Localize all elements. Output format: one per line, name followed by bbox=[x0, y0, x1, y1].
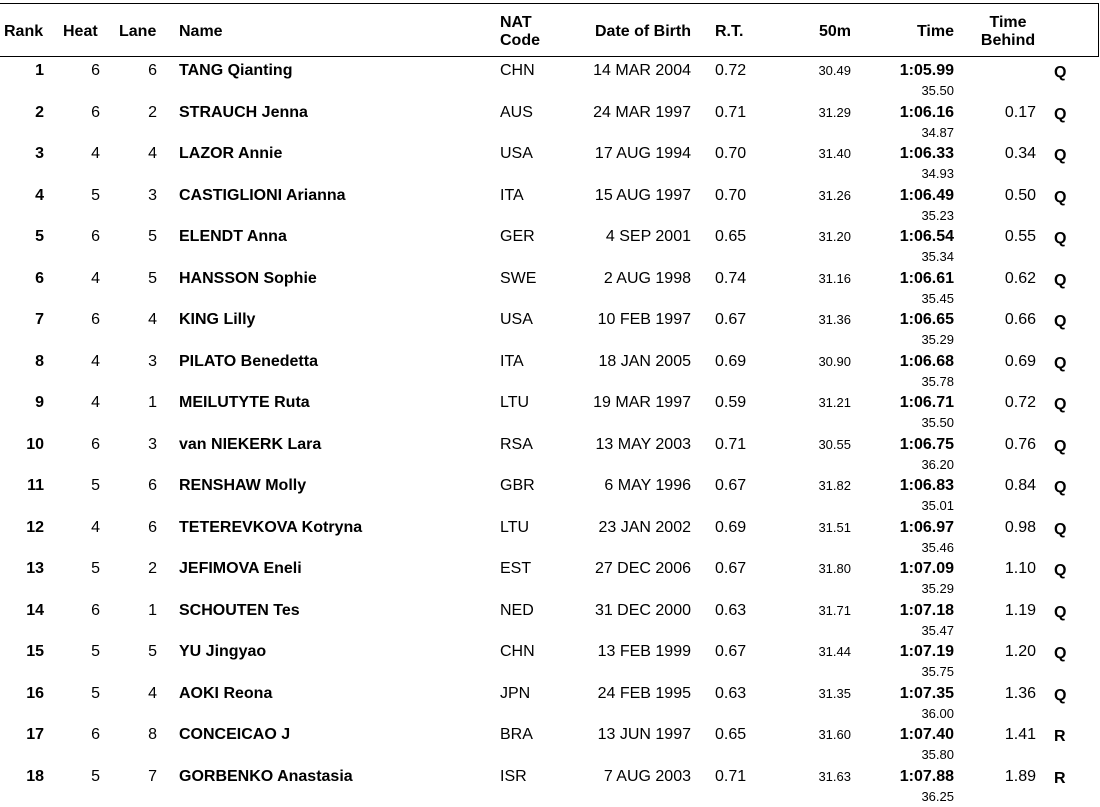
cell-nat-code: CHN bbox=[500, 62, 535, 80]
cell-nat-code: EST bbox=[500, 560, 531, 578]
cell-split-50m: 31.60 bbox=[790, 726, 851, 744]
table-row bbox=[0, 392, 1100, 434]
cell-qualification: Q bbox=[1054, 604, 1066, 622]
cell-nat-code: ISR bbox=[500, 768, 527, 786]
cell-rank: 11 bbox=[4, 477, 44, 495]
table-row bbox=[0, 268, 1100, 310]
cell-rank: 14 bbox=[4, 602, 44, 620]
cell-lane: 6 bbox=[117, 477, 157, 495]
table-row bbox=[0, 185, 1100, 227]
cell-nat-code: BRA bbox=[500, 726, 533, 744]
cell-split-100m: 35.78 bbox=[880, 373, 954, 391]
cell-nat-code: JPN bbox=[500, 685, 530, 703]
cell-name: CASTIGLIONI Arianna bbox=[179, 187, 346, 205]
cell-qualification: Q bbox=[1054, 396, 1066, 414]
cell-heat: 5 bbox=[60, 560, 100, 578]
cell-name: GORBENKO Anastasia bbox=[179, 768, 353, 786]
col-header-time-behind bbox=[980, 14, 1036, 50]
cell-heat: 6 bbox=[60, 104, 100, 122]
cell-split-50m: 31.44 bbox=[790, 643, 851, 661]
table-row bbox=[0, 724, 1100, 766]
cell-time-behind: 0.76 bbox=[980, 436, 1036, 454]
cell-reaction-time: 0.65 bbox=[715, 228, 746, 246]
cell-reaction-time: 0.74 bbox=[715, 270, 746, 288]
cell-split-100m: 35.29 bbox=[880, 331, 954, 349]
cell-rank: 13 bbox=[4, 560, 44, 578]
col-header-behind-line1: Time bbox=[980, 14, 1036, 32]
cell-lane: 6 bbox=[117, 519, 157, 537]
cell-nat-code: GER bbox=[500, 228, 535, 246]
cell-qualification: Q bbox=[1054, 438, 1066, 456]
cell-date-of-birth: 24 MAR 1997 bbox=[560, 104, 691, 122]
cell-split-50m: 31.16 bbox=[790, 270, 851, 288]
table-row bbox=[0, 102, 1100, 144]
cell-qualification: Q bbox=[1054, 562, 1066, 580]
cell-rank: 15 bbox=[4, 643, 44, 661]
cell-split-50m: 31.35 bbox=[790, 685, 851, 703]
cell-heat: 5 bbox=[60, 477, 100, 495]
cell-rank: 1 bbox=[4, 62, 44, 80]
cell-rank: 7 bbox=[4, 311, 44, 329]
cell-name: JEFIMOVA Eneli bbox=[179, 560, 302, 578]
cell-lane: 6 bbox=[117, 62, 157, 80]
cell-heat: 4 bbox=[60, 394, 100, 412]
cell-nat-code: ITA bbox=[500, 353, 524, 371]
cell-name: SCHOUTEN Tes bbox=[179, 602, 300, 620]
cell-qualification: Q bbox=[1054, 521, 1066, 539]
col-header-lane: Lane bbox=[119, 23, 156, 41]
cell-lane: 7 bbox=[117, 768, 157, 786]
cell-date-of-birth: 6 MAY 1996 bbox=[560, 477, 691, 495]
cell-lane: 4 bbox=[117, 145, 157, 163]
cell-date-of-birth: 10 FEB 1997 bbox=[560, 311, 691, 329]
cell-name: TETEREVKOVA Kotryna bbox=[179, 519, 362, 537]
cell-date-of-birth: 15 AUG 1997 bbox=[560, 187, 691, 205]
cell-rank: 18 bbox=[4, 768, 44, 786]
cell-reaction-time: 0.65 bbox=[715, 726, 746, 744]
cell-qualification: Q bbox=[1054, 355, 1066, 373]
cell-split-50m: 31.51 bbox=[790, 519, 851, 537]
cell-time: 1:07.18 bbox=[860, 602, 954, 620]
cell-name: RENSHAW Molly bbox=[179, 477, 306, 495]
cell-reaction-time: 0.59 bbox=[715, 394, 746, 412]
cell-lane: 2 bbox=[117, 104, 157, 122]
cell-split-100m: 35.75 bbox=[880, 663, 954, 681]
cell-time-behind: 0.72 bbox=[980, 394, 1036, 412]
cell-date-of-birth: 24 FEB 1995 bbox=[560, 685, 691, 703]
col-header-reaction-time: R.T. bbox=[715, 23, 743, 41]
cell-time: 1:06.75 bbox=[860, 436, 954, 454]
cell-split-50m: 31.29 bbox=[790, 104, 851, 122]
cell-rank: 16 bbox=[4, 685, 44, 703]
cell-date-of-birth: 13 FEB 1999 bbox=[560, 643, 691, 661]
cell-time: 1:07.88 bbox=[860, 768, 954, 786]
cell-reaction-time: 0.70 bbox=[715, 187, 746, 205]
col-header-name: Name bbox=[179, 23, 223, 41]
cell-split-50m: 31.21 bbox=[790, 394, 851, 412]
cell-time-behind: 0.98 bbox=[980, 519, 1036, 537]
cell-split-100m: 34.87 bbox=[880, 124, 954, 142]
cell-split-100m: 35.29 bbox=[880, 580, 954, 598]
cell-time-behind: 1.20 bbox=[980, 643, 1036, 661]
cell-split-50m: 31.26 bbox=[790, 187, 851, 205]
cell-time: 1:07.09 bbox=[860, 560, 954, 578]
cell-split-100m: 35.47 bbox=[880, 622, 954, 640]
cell-split-50m: 31.71 bbox=[790, 602, 851, 620]
cell-split-50m: 31.82 bbox=[790, 477, 851, 495]
cell-split-100m: 36.20 bbox=[880, 456, 954, 474]
cell-lane: 8 bbox=[117, 726, 157, 744]
cell-date-of-birth: 23 JAN 2002 bbox=[560, 519, 691, 537]
cell-lane: 1 bbox=[117, 602, 157, 620]
cell-date-of-birth: 2 AUG 1998 bbox=[560, 270, 691, 288]
cell-heat: 5 bbox=[60, 643, 100, 661]
cell-nat-code: LTU bbox=[500, 519, 529, 537]
cell-rank: 8 bbox=[4, 353, 44, 371]
cell-split-50m: 30.90 bbox=[790, 353, 851, 371]
cell-lane: 5 bbox=[117, 643, 157, 661]
cell-rank: 5 bbox=[4, 228, 44, 246]
col-header-heat: Heat bbox=[63, 23, 98, 41]
cell-split-100m: 35.80 bbox=[880, 746, 954, 764]
table-row bbox=[0, 434, 1100, 476]
cell-rank: 9 bbox=[4, 394, 44, 412]
cell-split-100m: 36.25 bbox=[880, 788, 954, 806]
cell-time-behind: 0.62 bbox=[980, 270, 1036, 288]
cell-time-behind: 0.69 bbox=[980, 353, 1036, 371]
cell-lane: 5 bbox=[117, 270, 157, 288]
cell-heat: 5 bbox=[60, 768, 100, 786]
cell-qualification: Q bbox=[1054, 230, 1066, 248]
col-header-nat-line1: NAT bbox=[500, 14, 540, 32]
cell-rank: 3 bbox=[4, 145, 44, 163]
cell-reaction-time: 0.71 bbox=[715, 768, 746, 786]
cell-split-50m: 31.20 bbox=[790, 228, 851, 246]
cell-heat: 4 bbox=[60, 270, 100, 288]
cell-name: YU Jingyao bbox=[179, 643, 266, 661]
cell-nat-code: AUS bbox=[500, 104, 533, 122]
cell-date-of-birth: 7 AUG 2003 bbox=[560, 768, 691, 786]
cell-rank: 4 bbox=[4, 187, 44, 205]
table-row bbox=[0, 558, 1100, 600]
cell-time: 1:07.35 bbox=[860, 685, 954, 703]
cell-heat: 6 bbox=[60, 726, 100, 744]
col-header-rank: Rank bbox=[4, 23, 43, 41]
cell-qualification: Q bbox=[1054, 147, 1066, 165]
col-header-50m: 50m bbox=[790, 23, 851, 41]
cell-rank: 17 bbox=[4, 726, 44, 744]
cell-name: CONCEICAO J bbox=[179, 726, 290, 744]
cell-nat-code: SWE bbox=[500, 270, 536, 288]
cell-heat: 4 bbox=[60, 145, 100, 163]
cell-time-behind: 1.89 bbox=[980, 768, 1036, 786]
cell-heat: 4 bbox=[60, 353, 100, 371]
cell-reaction-time: 0.67 bbox=[715, 560, 746, 578]
col-header-nat-line2: Code bbox=[500, 32, 540, 50]
col-header-nat-code bbox=[500, 14, 540, 50]
cell-date-of-birth: 18 JAN 2005 bbox=[560, 353, 691, 371]
cell-time: 1:07.19 bbox=[860, 643, 954, 661]
cell-nat-code: CHN bbox=[500, 643, 535, 661]
cell-date-of-birth: 14 MAR 2004 bbox=[560, 62, 691, 80]
cell-time: 1:06.65 bbox=[860, 311, 954, 329]
cell-time-behind: 1.41 bbox=[980, 726, 1036, 744]
cell-date-of-birth: 13 JUN 1997 bbox=[560, 726, 691, 744]
table-row bbox=[0, 517, 1100, 559]
cell-heat: 6 bbox=[60, 436, 100, 454]
cell-split-50m: 30.49 bbox=[790, 62, 851, 80]
cell-lane: 1 bbox=[117, 394, 157, 412]
results-table-header bbox=[0, 3, 1099, 57]
cell-qualification: R bbox=[1054, 770, 1066, 788]
cell-time-behind: 0.66 bbox=[980, 311, 1036, 329]
cell-reaction-time: 0.63 bbox=[715, 685, 746, 703]
cell-reaction-time: 0.67 bbox=[715, 477, 746, 495]
cell-name: AOKI Reona bbox=[179, 685, 272, 703]
cell-name: LAZOR Annie bbox=[179, 145, 282, 163]
cell-rank: 6 bbox=[4, 270, 44, 288]
cell-name: MEILUTYTE Ruta bbox=[179, 394, 310, 412]
cell-reaction-time: 0.69 bbox=[715, 519, 746, 537]
cell-qualification: Q bbox=[1054, 645, 1066, 663]
cell-lane: 3 bbox=[117, 353, 157, 371]
cell-qualification: Q bbox=[1054, 106, 1066, 124]
cell-split-100m: 35.45 bbox=[880, 290, 954, 308]
cell-time-behind: 1.36 bbox=[980, 685, 1036, 703]
table-row bbox=[0, 600, 1100, 642]
cell-reaction-time: 0.69 bbox=[715, 353, 746, 371]
cell-heat: 6 bbox=[60, 62, 100, 80]
cell-time: 1:06.71 bbox=[860, 394, 954, 412]
cell-heat: 4 bbox=[60, 519, 100, 537]
cell-split-100m: 35.50 bbox=[880, 82, 954, 100]
cell-date-of-birth: 27 DEC 2006 bbox=[560, 560, 691, 578]
cell-reaction-time: 0.71 bbox=[715, 104, 746, 122]
cell-nat-code: ITA bbox=[500, 187, 524, 205]
cell-name: van NIEKERK Lara bbox=[179, 436, 321, 454]
cell-split-50m: 31.80 bbox=[790, 560, 851, 578]
cell-heat: 6 bbox=[60, 311, 100, 329]
cell-split-100m: 35.50 bbox=[880, 414, 954, 432]
table-row bbox=[0, 309, 1100, 351]
cell-split-100m: 34.93 bbox=[880, 165, 954, 183]
table-row bbox=[0, 641, 1100, 683]
cell-time-behind: 0.34 bbox=[980, 145, 1036, 163]
cell-name: ELENDT Anna bbox=[179, 228, 287, 246]
cell-nat-code: RSA bbox=[500, 436, 533, 454]
cell-date-of-birth: 17 AUG 1994 bbox=[560, 145, 691, 163]
table-row bbox=[0, 475, 1100, 517]
cell-name: KING Lilly bbox=[179, 311, 255, 329]
cell-time-behind: 0.17 bbox=[980, 104, 1036, 122]
cell-time: 1:07.40 bbox=[860, 726, 954, 744]
cell-reaction-time: 0.63 bbox=[715, 602, 746, 620]
cell-date-of-birth: 19 MAR 1997 bbox=[560, 394, 691, 412]
cell-time-behind: 0.84 bbox=[980, 477, 1036, 495]
cell-split-100m: 35.46 bbox=[880, 539, 954, 557]
cell-heat: 5 bbox=[60, 685, 100, 703]
cell-heat: 6 bbox=[60, 228, 100, 246]
cell-time: 1:06.61 bbox=[860, 270, 954, 288]
cell-qualification: Q bbox=[1054, 64, 1066, 82]
cell-time-behind: 0.50 bbox=[980, 187, 1036, 205]
cell-split-50m: 31.63 bbox=[790, 768, 851, 786]
col-header-time: Time bbox=[880, 23, 954, 41]
table-row bbox=[0, 226, 1100, 268]
cell-qualification: R bbox=[1054, 728, 1066, 746]
cell-nat-code: NED bbox=[500, 602, 534, 620]
table-row bbox=[0, 60, 1100, 102]
cell-reaction-time: 0.72 bbox=[715, 62, 746, 80]
cell-name: PILATO Benedetta bbox=[179, 353, 318, 371]
cell-split-50m: 30.55 bbox=[790, 436, 851, 454]
cell-name: TANG Qianting bbox=[179, 62, 292, 80]
cell-time: 1:06.16 bbox=[860, 104, 954, 122]
cell-date-of-birth: 31 DEC 2000 bbox=[560, 602, 691, 620]
table-row bbox=[0, 143, 1100, 185]
cell-name: HANSSON Sophie bbox=[179, 270, 317, 288]
cell-date-of-birth: 4 SEP 2001 bbox=[560, 228, 691, 246]
cell-qualification: Q bbox=[1054, 687, 1066, 705]
cell-rank: 10 bbox=[4, 436, 44, 454]
cell-lane: 3 bbox=[117, 436, 157, 454]
cell-rank: 12 bbox=[4, 519, 44, 537]
cell-split-100m: 35.34 bbox=[880, 248, 954, 266]
cell-time: 1:06.68 bbox=[860, 353, 954, 371]
cell-time: 1:06.49 bbox=[860, 187, 954, 205]
cell-qualification: Q bbox=[1054, 313, 1066, 331]
cell-split-50m: 31.36 bbox=[790, 311, 851, 329]
cell-nat-code: USA bbox=[500, 145, 533, 163]
cell-date-of-birth: 13 MAY 2003 bbox=[560, 436, 691, 454]
table-row bbox=[0, 766, 1100, 807]
cell-reaction-time: 0.71 bbox=[715, 436, 746, 454]
cell-split-100m: 36.00 bbox=[880, 705, 954, 723]
col-header-date-of-birth: Date of Birth bbox=[560, 23, 691, 41]
cell-split-100m: 35.23 bbox=[880, 207, 954, 225]
cell-qualification: Q bbox=[1054, 479, 1066, 497]
cell-time-behind: 0.55 bbox=[980, 228, 1036, 246]
cell-time: 1:06.33 bbox=[860, 145, 954, 163]
cell-time-behind: 1.10 bbox=[980, 560, 1036, 578]
cell-qualification: Q bbox=[1054, 189, 1066, 207]
table-row bbox=[0, 683, 1100, 725]
cell-lane: 4 bbox=[117, 685, 157, 703]
cell-lane: 4 bbox=[117, 311, 157, 329]
cell-nat-code: LTU bbox=[500, 394, 529, 412]
cell-time: 1:06.54 bbox=[860, 228, 954, 246]
cell-nat-code: USA bbox=[500, 311, 533, 329]
cell-time: 1:06.83 bbox=[860, 477, 954, 495]
cell-lane: 2 bbox=[117, 560, 157, 578]
col-header-behind-line2: Behind bbox=[980, 32, 1036, 50]
cell-rank: 2 bbox=[4, 104, 44, 122]
table-row bbox=[0, 351, 1100, 393]
cell-split-50m: 31.40 bbox=[790, 145, 851, 163]
cell-time: 1:05.99 bbox=[860, 62, 954, 80]
cell-heat: 6 bbox=[60, 602, 100, 620]
cell-qualification: Q bbox=[1054, 272, 1066, 290]
cell-heat: 5 bbox=[60, 187, 100, 205]
cell-time-behind: 1.19 bbox=[980, 602, 1036, 620]
cell-nat-code: GBR bbox=[500, 477, 535, 495]
cell-reaction-time: 0.67 bbox=[715, 643, 746, 661]
cell-name: STRAUCH Jenna bbox=[179, 104, 308, 122]
cell-reaction-time: 0.67 bbox=[715, 311, 746, 329]
cell-time: 1:06.97 bbox=[860, 519, 954, 537]
cell-reaction-time: 0.70 bbox=[715, 145, 746, 163]
cell-lane: 5 bbox=[117, 228, 157, 246]
cell-split-100m: 35.01 bbox=[880, 497, 954, 515]
cell-lane: 3 bbox=[117, 187, 157, 205]
